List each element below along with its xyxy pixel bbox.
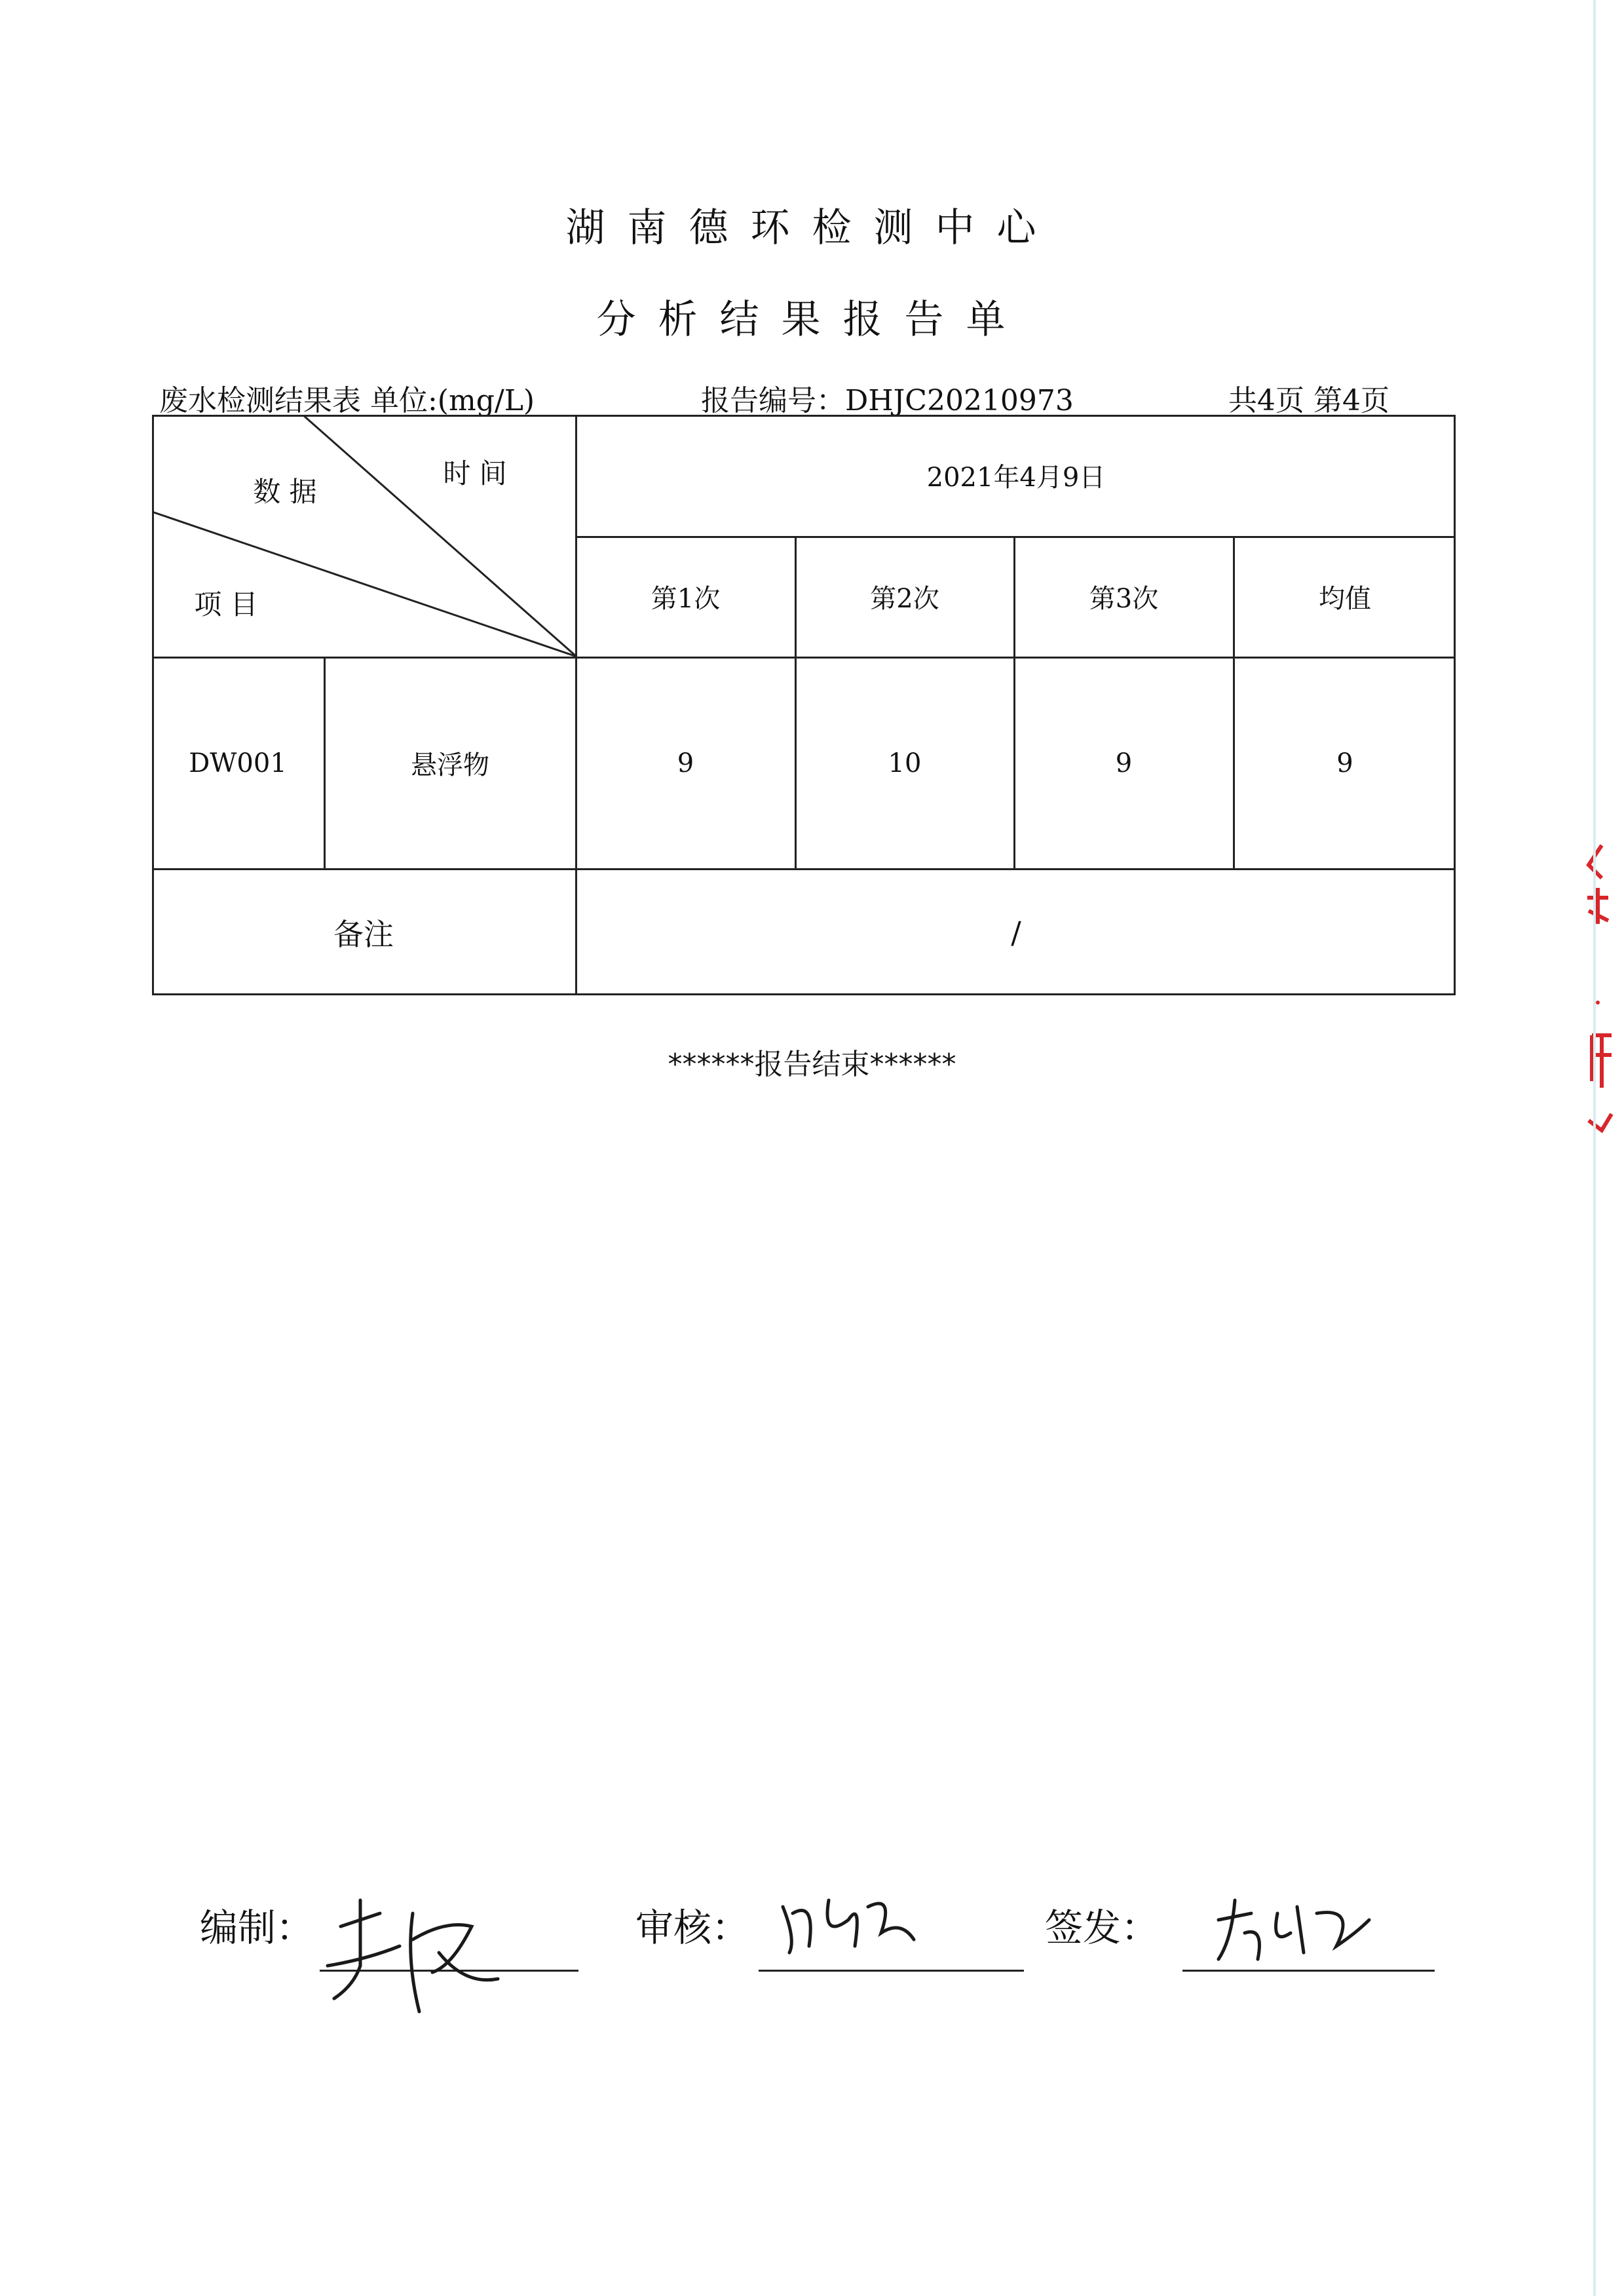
column-header: 第1次 — [651, 583, 721, 614]
org-title: 湖南德环检测中心 — [565, 205, 1059, 251]
column-header: 均值 — [1319, 583, 1371, 614]
doc-title: 分析结果报告单 — [596, 297, 1028, 343]
result-value: 9 — [677, 748, 694, 778]
column-header: 第3次 — [1089, 583, 1159, 614]
test-item: 悬浮物 — [411, 750, 489, 780]
report-number: 报告编号：DHJC20210973 — [701, 384, 1074, 417]
column-header: 第2次 — [870, 583, 939, 614]
date-header: 2021年4月9日 — [926, 463, 1106, 493]
table-caption: 废水检测结果表 单位:(mg/L) — [159, 384, 535, 417]
result-value: 10 — [888, 748, 922, 778]
corner-label-time: 时 间 — [443, 457, 507, 489]
corner-label-data: 数 据 — [253, 476, 317, 508]
page-info: 共4页 第4页 — [1228, 384, 1389, 417]
reviewed-by-label: 审核： — [635, 1905, 750, 1950]
report-end-marker: ******报告结束****** — [668, 1048, 956, 1081]
corner-label-item: 项 目 — [194, 588, 258, 621]
reviewed-by-line — [759, 1970, 1024, 1972]
signature-issued — [1205, 1887, 1376, 1972]
remark-value: / — [1011, 915, 1021, 950]
sample-id: DW001 — [189, 748, 287, 778]
signature-compiled — [314, 1887, 511, 2025]
result-value: 9 — [1115, 748, 1133, 778]
signature-reviewed — [770, 1881, 927, 1966]
scan-edge — [1593, 0, 1596, 2296]
issued-by-label: 签发： — [1045, 1905, 1160, 1950]
remark-label: 备注 — [333, 917, 394, 952]
result-value: 9 — [1336, 748, 1353, 778]
compiled-by-label: 编制： — [200, 1905, 314, 1950]
